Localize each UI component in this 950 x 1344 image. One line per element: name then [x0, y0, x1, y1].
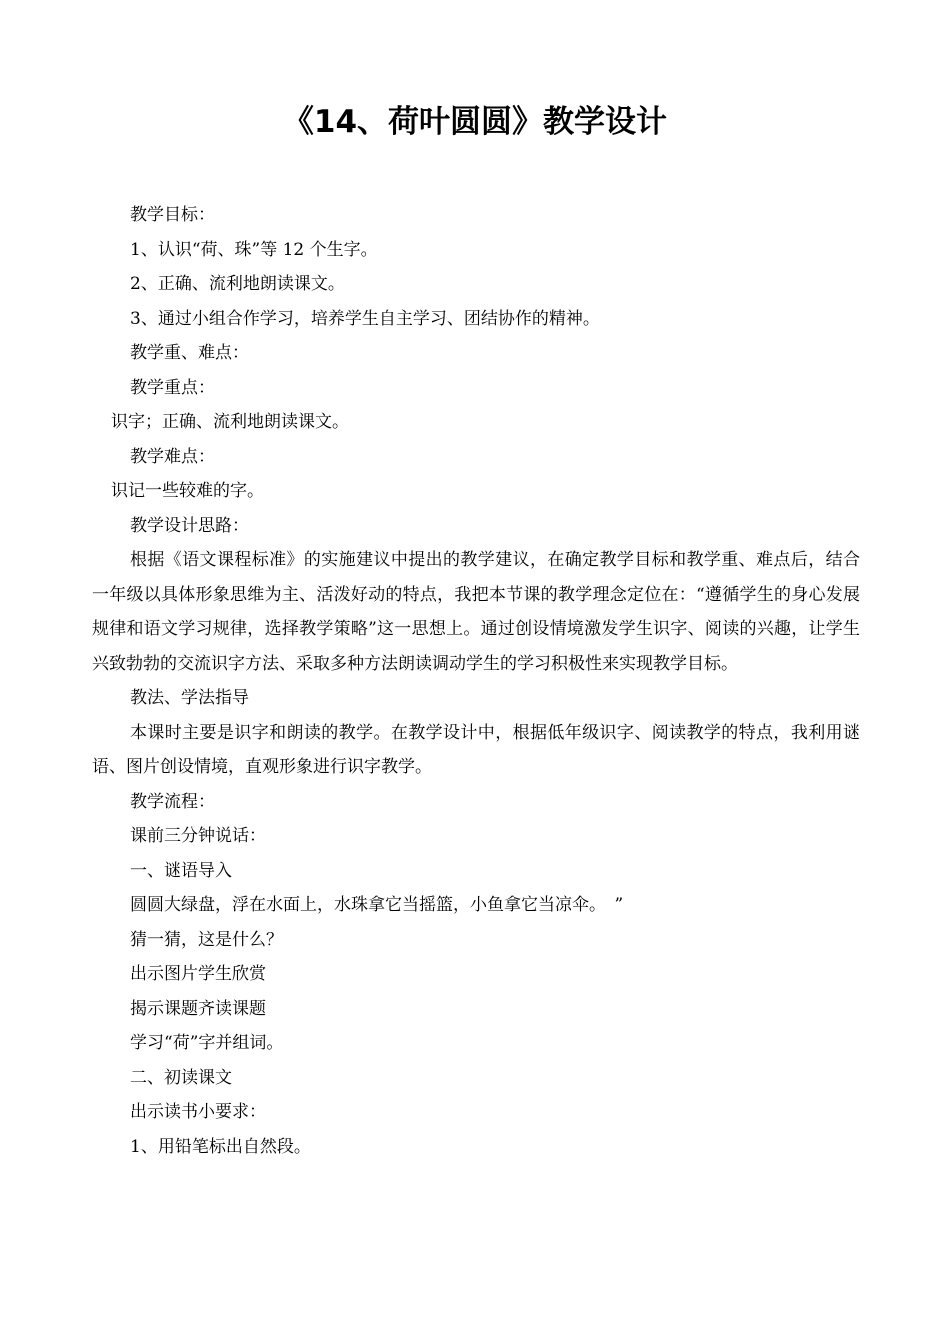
goal-item-3: 3、通过小组合作学习，培养学生自主学习、团结协作的精神。 — [130, 308, 600, 329]
pre-class-talk: 课前三分钟说话： — [130, 826, 266, 846]
section-riddle-intro: 一、谜语导入 — [130, 860, 232, 881]
goal-item-1: 1、认识“荷、珠”等 12 个生字。 — [130, 239, 378, 260]
reveal-title-step: 揭示课题齐读课题 — [130, 998, 266, 1019]
reading-requirements-heading: 出示读书小要求： — [130, 1102, 266, 1122]
document-body — [92, 198, 860, 1164]
difficult-points-heading: 教学难点： — [130, 446, 215, 467]
goal-item-2: 2、正确、流利地朗读课文。 — [130, 274, 345, 294]
guess-prompt: 猜一猜，这是什么？ — [130, 929, 283, 950]
design-approach-heading: 教学设计思路： — [130, 515, 249, 536]
teaching-process-heading: 教学流程： — [130, 791, 215, 812]
method-guidance-paragraph: 本课时主要是识字和朗读的教学。在教学设计中，根据低年级识字、阅读教学的特点，我利用谜语、图片创设情境，直观形象进行识字教学。 — [92, 722, 860, 777]
key-points-heading: 教学重点： — [130, 377, 215, 398]
design-approach-paragraph: 根据《语文课程标准》的实施建议中提出的教学建议，在确定教学目标和教学重、难点后，结合一年级以具体形象思维为主、活泼好动的特点，我把本节课的教学理念定位在：“遵循学生的身心发展规律和语文学习规律，选择教学策略”这一思想上。通过创设情境激发学生识字、阅读的兴趣，让学生兴致勃勃的交流识字方法、采取多种方法朗读调动学生的学习积极性来实现教学目标。 — [92, 550, 860, 674]
difficult-points-text: 识记一些较难的字。 — [111, 481, 264, 501]
method-guidance-heading: 教法、学法指导 — [130, 688, 249, 708]
document-title: 《14、荷叶圆圆》教学设计 — [282, 104, 668, 140]
key-difficult-points-heading: 教学重、难点： — [130, 343, 249, 363]
teaching-goals-heading: 教学目标： — [130, 205, 215, 225]
key-points-text: 识字；正确、流利地朗读课文。 — [111, 412, 349, 432]
learn-character-step: 学习“荷”字并组词。 — [130, 1033, 284, 1053]
show-picture-step: 出示图片学生欣赏 — [130, 964, 266, 984]
riddle-text: 圆圆大绿盘，浮在水面上，水珠拿它当摇篮，小鱼拿它当凉伞。 ” — [130, 895, 624, 915]
section-first-reading: 二、初读课文 — [130, 1067, 232, 1088]
reading-requirement-1: 1、用铅笔标出自然段。 — [130, 1136, 311, 1157]
